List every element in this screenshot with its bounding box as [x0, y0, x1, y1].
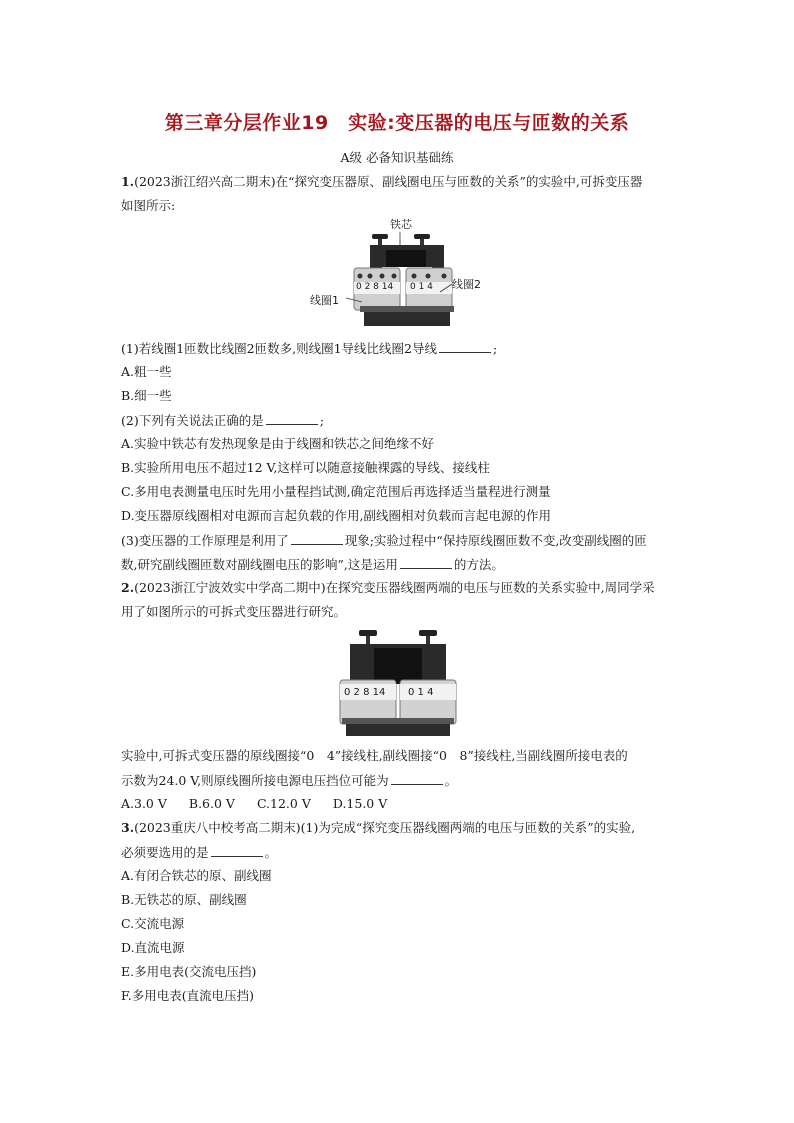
coil1-scale: 0 2 8 14: [356, 282, 394, 292]
q1-part2: [121, 412, 324, 429]
q1-part1-option-b: B.细一些: [121, 388, 172, 403]
q1-part2-option-c: C.多用电表测量电压时先用小量程挡试测,确定范围后再选择适当量程进行测量: [121, 484, 551, 499]
q1-part3-line2: [121, 556, 504, 573]
answer-blank[interactable]: [400, 556, 452, 569]
q3-option-a: A.有闭合铁芯的原、副线圈: [121, 868, 272, 883]
q3-stem-line1: [121, 820, 635, 836]
q3-option-e: E.多用电表(交流电压挡): [121, 964, 257, 979]
coil2-scale: 0 1 4: [410, 282, 433, 292]
q3-stem-line2: [121, 844, 277, 861]
q2-option-c: C.12.0 V: [256, 796, 311, 811]
q1-stem-text: (2023浙江绍兴高二期末)在“探究变压器原、副线圈电压与匝数的关系”的实验中,可拆变压器: [134, 174, 643, 189]
q3-option-b: B.无铁芯的原、副线圈: [121, 892, 247, 907]
q1-part2-text: (2)下列有关说法正确的是: [121, 413, 264, 428]
q2-options: [121, 796, 409, 812]
coil2-label: 线圈2: [452, 278, 481, 291]
q3-stem-end: 。: [264, 845, 278, 860]
q2-number: 2.: [121, 580, 135, 595]
coil1-scale: 0 2 8 14: [344, 687, 386, 698]
q3-stem-text-2: 必须要选用的是: [121, 845, 209, 860]
q1-part1: [121, 340, 497, 357]
q2-body-text: 示数为24.0 V,则原线圈所接电源电压挡位可能为: [121, 773, 389, 788]
q1-part2-option-d: D.变压器原线圈相对电源而言起负载的作用,副线圈相对负载而言起电源的作用: [121, 508, 552, 523]
q1-part2-end: ;: [319, 413, 324, 428]
answer-blank[interactable]: [439, 340, 491, 353]
coil2-scale: 0 1 4: [408, 687, 434, 698]
q3-stem-text: (2023重庆八中校考高二期末)(1)为完成“探究变压器线圈两端的电压与匝数的关系”的实验,: [134, 820, 636, 835]
q2-option-b: B.6.0 V: [188, 796, 235, 811]
answer-blank[interactable]: [391, 772, 443, 785]
q2-body-line1: 实验中,可拆式变压器的原线圈接“0 4”接线柱,副线圈接“0 8”接线柱,当副线圈所接电表的: [121, 748, 628, 763]
q1-part3-text-a: (3)变压器的工作原理是利用了: [121, 533, 289, 548]
q1-number: 1.: [121, 174, 135, 189]
q2-body-line2: [121, 772, 457, 789]
q2-option-d: D.15.0 V: [332, 796, 388, 811]
q1-part1-end: ;: [493, 341, 498, 356]
core-label: 铁芯: [390, 218, 412, 231]
answer-blank[interactable]: [266, 412, 318, 425]
transformer-photo-2: [336, 626, 460, 738]
page-title: 第三章分层作业19 实验:变压器的电压与匝数的关系: [164, 112, 630, 134]
q2-stem-text: (2023浙江宁波效实中学高二期中)在探究变压器线圈两端的电压与匝数的关系实验中,周同学采: [134, 580, 655, 595]
transformer-figure-2: [336, 626, 460, 738]
q3-option-f: F.多用电表(直流电压挡): [121, 988, 254, 1003]
q1-stem-line2: 如图所示:: [121, 198, 176, 213]
coil1-label: 线圈1: [310, 294, 339, 307]
q2-body-end: 。: [444, 773, 458, 788]
q1-part3-line1: [121, 532, 647, 549]
q1-part1-text: (1)若线圈1匝数比线圈2匝数多,则线圈1导线比线圈2导线: [121, 341, 437, 356]
q1-part1-option-a: A.粗一些: [121, 364, 172, 379]
q3-option-c: C.交流电源: [121, 916, 185, 931]
q1-part2-option-a: A.实验中铁芯有发热现象是由于线圈和铁芯之间绝缘不好: [121, 436, 435, 451]
q1-part3-text-d: 的方法。: [453, 557, 504, 572]
q1-part3-text-c: 数,研究副线圈匝数对副线圈电压的影响”,这是运用: [121, 557, 398, 572]
transformer-figure-1: [300, 212, 500, 334]
answer-blank[interactable]: [291, 532, 343, 545]
q3-option-d: D.直流电源: [121, 940, 185, 955]
q3-number: 3.: [121, 820, 135, 835]
q1-stem-line1: [121, 174, 642, 190]
q2-stem-line1: [121, 580, 655, 596]
section-heading: A级 必备知识基础练: [340, 150, 454, 165]
q1-part3-text-b: 现象;实验过程中“保持原线圈匝数不变,改变副线圈的匝: [344, 533, 647, 548]
q1-part2-option-b: B.实验所用电压不超过12 V,这样可以随意接触裸露的导线、接线柱: [121, 460, 490, 475]
q2-option-a: A.3.0 V: [121, 796, 167, 811]
q2-stem-line2: 用了如图所示的可拆式变压器进行研究。: [121, 604, 347, 619]
answer-blank[interactable]: [211, 844, 263, 857]
